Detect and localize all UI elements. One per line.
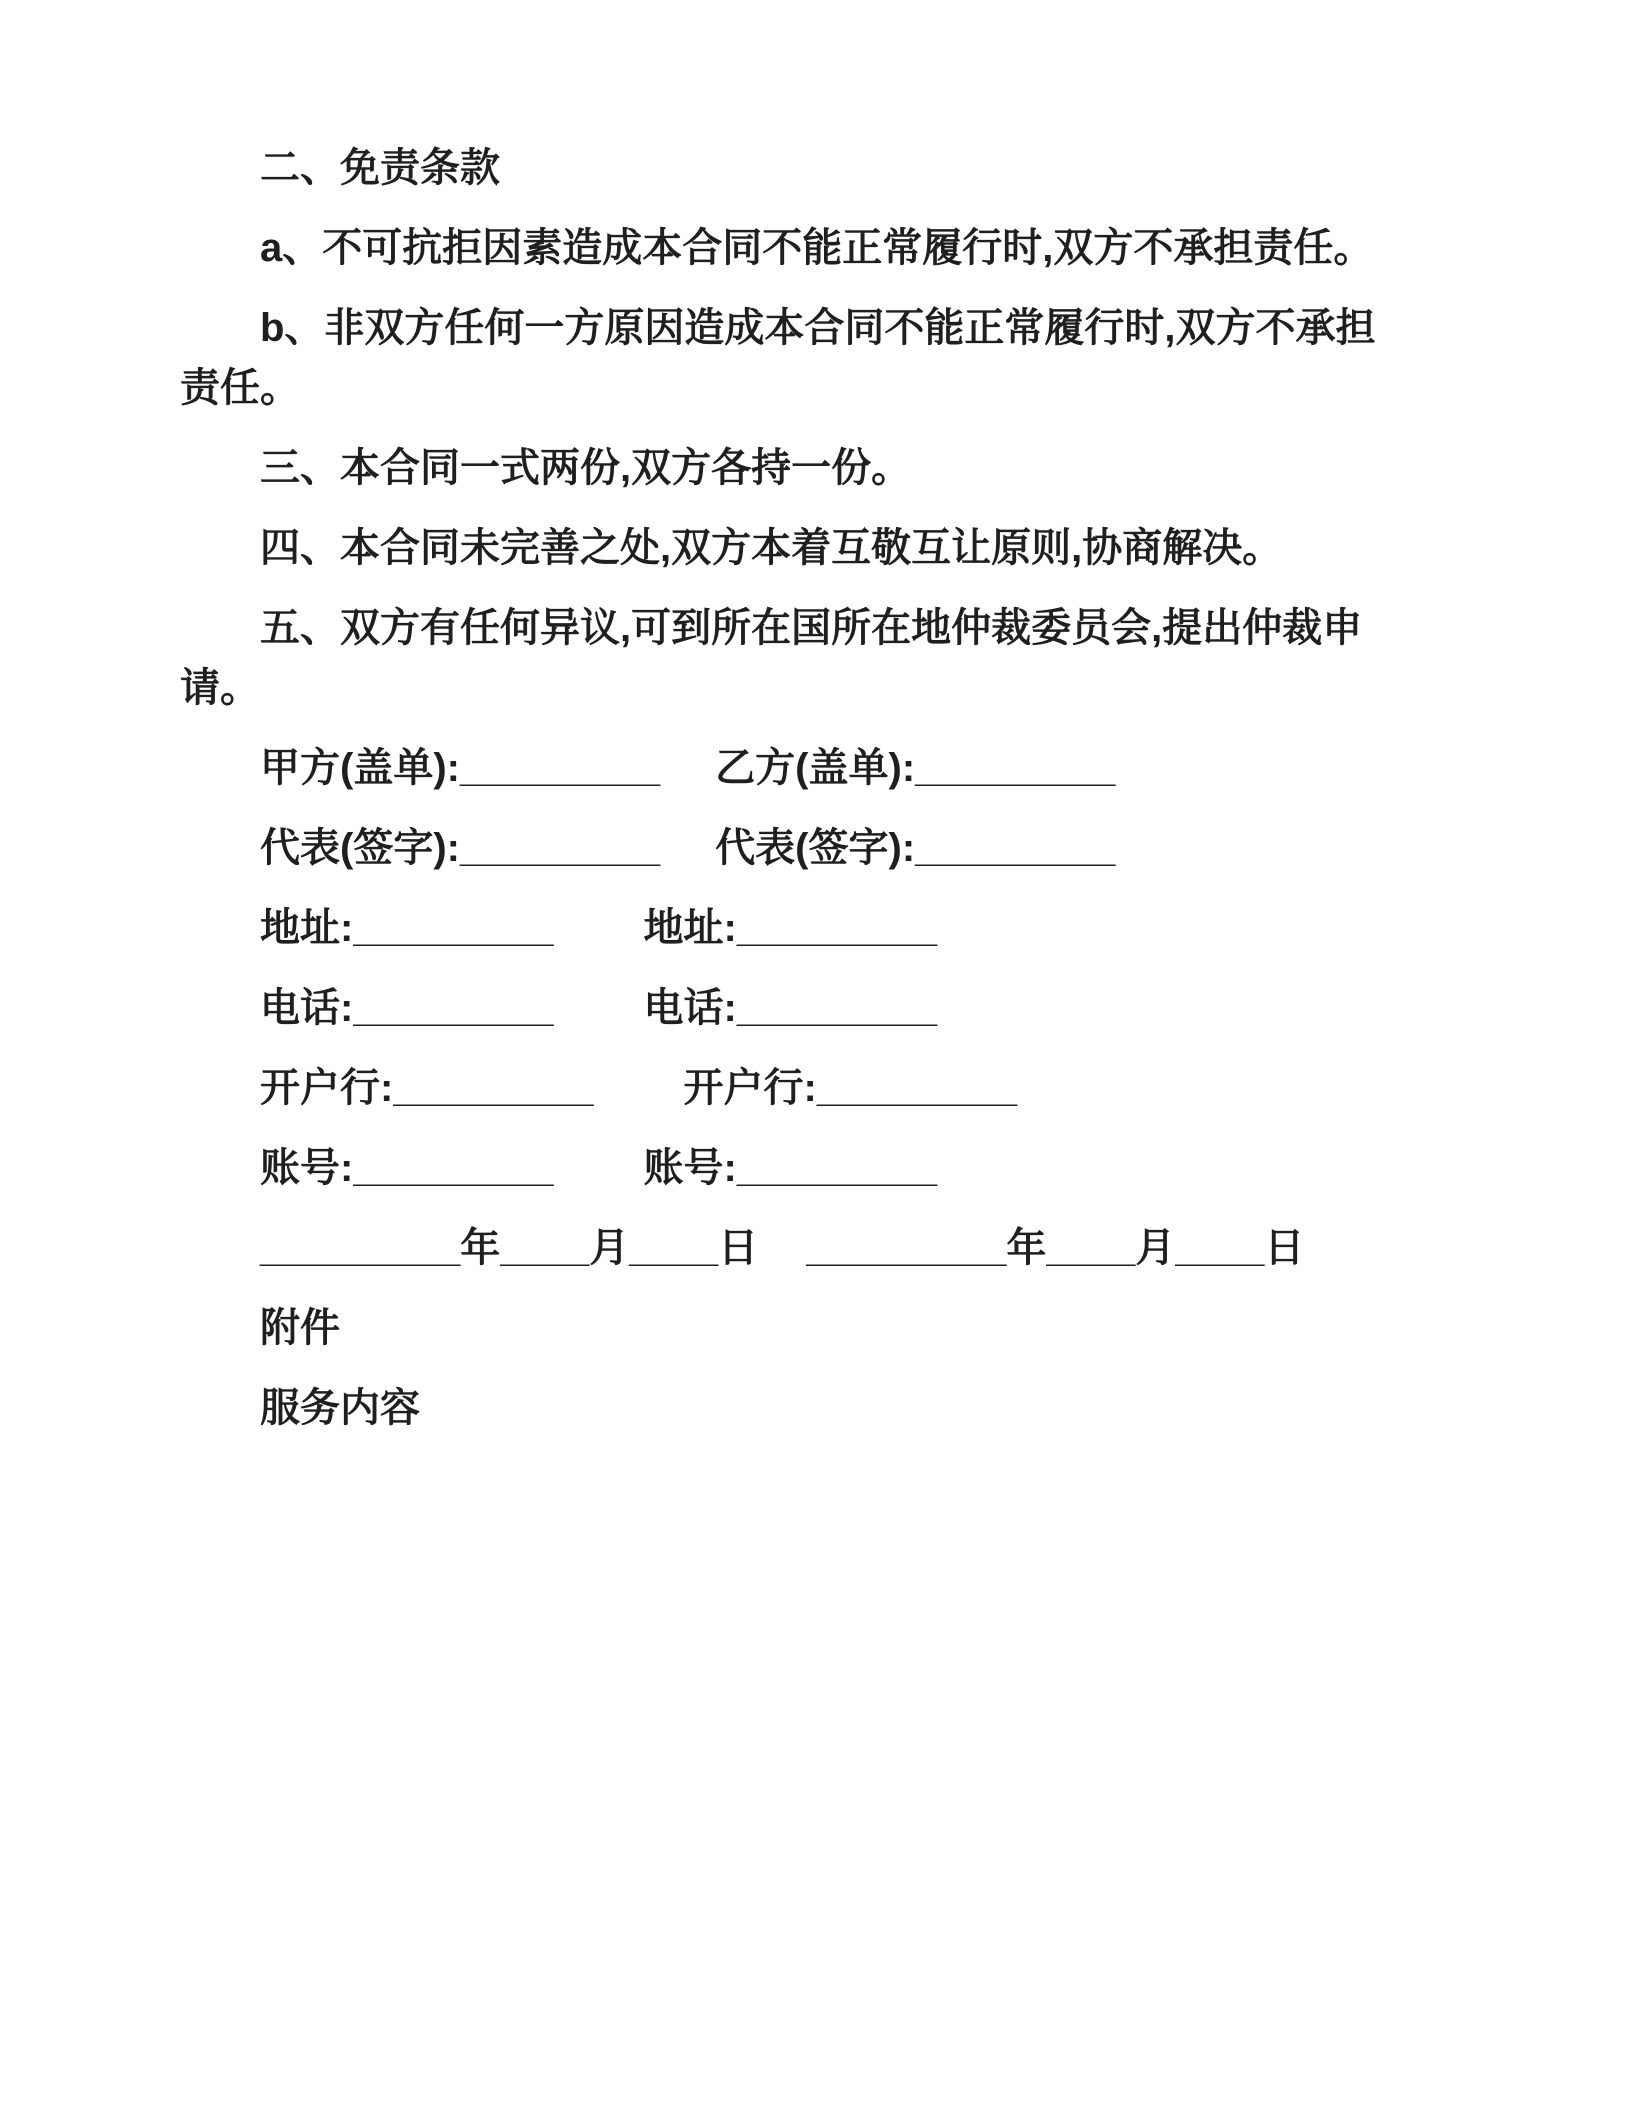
signature-row-address (180, 898, 1396, 958)
signature-row-representative (180, 818, 1396, 878)
signature-row-date (180, 1218, 1396, 1278)
party-b-representative-label: 代表(签字):_________ (715, 826, 1116, 870)
party-a-account-label: 账号:_________ (260, 1146, 554, 1190)
paragraph-clause-three: 三、本合同一式两份,双方各持一份。 (260, 446, 912, 490)
signature-row-account (180, 1138, 1396, 1198)
party-a-date-blank: _________年____月____日 (260, 1226, 759, 1270)
party-a-phone-label: 电话:_________ (260, 986, 554, 1030)
party-b-address-label: 地址:_________ (643, 906, 938, 950)
party-b-phone-label: 电话:_________ (643, 986, 938, 1030)
party-a-address-label: 地址:_________ (260, 906, 554, 950)
paragraph-clause-four: 四、本合同未完善之处,双方本着互敬互让原则,协商解决。 (260, 526, 1283, 570)
paragraph-disclaimer-b: b、非双方任何一方原因造成本合同不能正常履行时,双方不承担责任。 (180, 306, 1376, 410)
party-b-date-blank: _________年____月____日 (806, 1226, 1305, 1270)
attachment-heading: 附件 (260, 1306, 340, 1350)
paragraph-clause-five: 五、双方有任何异议,可到所在国所在地仲裁委员会,提出仲裁申请。 (180, 606, 1363, 710)
party-a-bank-label: 开户行:_________ (260, 1066, 594, 1110)
party-a-seal-label: 甲方(盖单):_________ (260, 746, 661, 790)
party-b-seal-label: 乙方(盖单):_________ (715, 746, 1116, 790)
signature-row-bank (180, 1058, 1396, 1118)
signature-row-party-seal (180, 738, 1396, 798)
party-a-representative-label: 代表(签字):_________ (260, 826, 661, 870)
paragraph-disclaimer-a: a、不可抗拒因素造成本合同不能正常履行时,双方不承担责任。 (260, 226, 1374, 270)
party-b-account-label: 账号:_________ (643, 1146, 938, 1190)
party-b-bank-label: 开户行:_________ (683, 1066, 1018, 1110)
service-content-heading: 服务内容 (260, 1386, 420, 1430)
signature-row-phone (180, 978, 1396, 1038)
section-heading-disclaimer: 二、免责条款 (260, 146, 500, 190)
